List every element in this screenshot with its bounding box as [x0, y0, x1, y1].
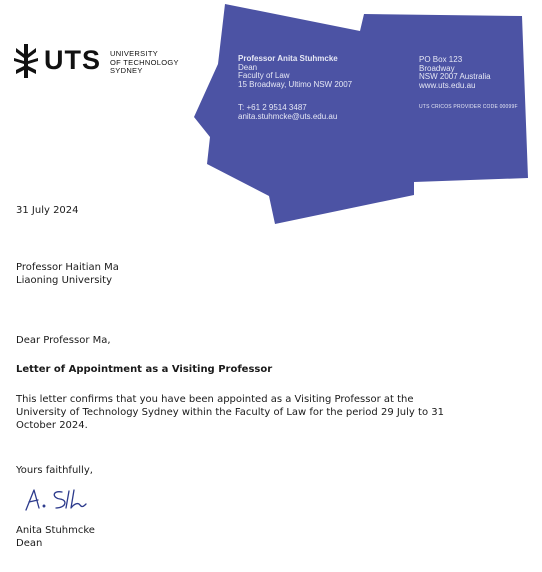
- body-line: University of Technology Sydney within the Faculty of Law for the period 29 July to 31: [16, 407, 444, 418]
- sender-address: 15 Broadway, Ultimo NSW 2007: [238, 79, 353, 89]
- recipient-name: Professor Haitian Ma: [16, 262, 119, 273]
- cricos-code: UTS CRICOS PROVIDER CODE 00099F: [419, 104, 518, 110]
- closing: Yours faithfully,: [16, 465, 93, 476]
- sender-title: Dean: [238, 62, 258, 72]
- university-name: [110, 50, 179, 76]
- university-name-line: UNIVERSITY: [110, 49, 159, 58]
- signer-title: Dean: [16, 538, 43, 549]
- postal-city: NSW 2007 Australia: [419, 72, 491, 82]
- postal-address: [419, 56, 491, 90]
- sender-phone: T: +61 2 9514 3487: [238, 103, 307, 112]
- body-line: This letter confirms that you have been appointed as a Visiting Professor at the: [16, 394, 414, 405]
- salutation: Dear Professor Ma,: [16, 335, 111, 346]
- recipient-block: [16, 261, 119, 287]
- recipient-organisation: Liaoning University: [16, 275, 113, 286]
- letter-body: [16, 393, 516, 432]
- body-line: October 2024.: [16, 420, 88, 431]
- postal-box: PO Box 123: [419, 55, 463, 64]
- uts-logo-text: UTS: [44, 45, 101, 75]
- sender-details: [238, 55, 352, 89]
- sender-email: anita.stuhmcke@uts.edu.au: [238, 111, 338, 121]
- signer-block: [16, 524, 95, 550]
- postal-street: Broadway: [419, 63, 455, 73]
- letter-date: 31 July 2024: [16, 205, 79, 216]
- university-name-line: OF TECHNOLOGY: [110, 57, 179, 67]
- sender-faculty: Faculty of Law: [238, 71, 290, 81]
- signer-name: Anita Stuhmcke: [16, 525, 95, 536]
- university-name-line: SYDNEY: [110, 66, 143, 75]
- sender-name: Professor Anita Stuhmcke: [238, 54, 338, 63]
- sender-contact: [238, 104, 337, 121]
- handwritten-signature: [22, 486, 88, 514]
- letter-subject: Letter of Appointment as a Visiting Professor: [16, 364, 273, 375]
- uts-logo-icon: [14, 44, 38, 78]
- postal-web: www.uts.edu.au: [419, 80, 476, 90]
